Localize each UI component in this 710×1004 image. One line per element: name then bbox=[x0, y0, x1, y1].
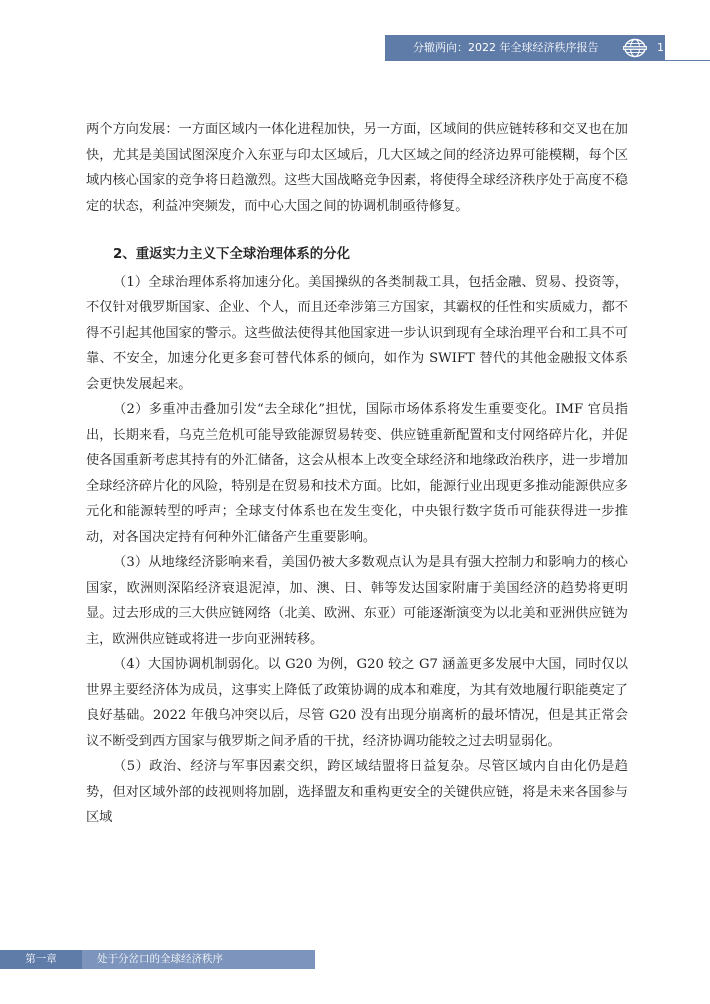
header-rule bbox=[385, 60, 710, 61]
paragraph-4: （4）大国协调机制弱化。以 G20 为例，G20 较之 G7 涵盖更多发展中大国，同时仅以世界主要经济体为成员，这事实上降低了政策协调的成本和难度，为其有效地履行职能奠定了良好基础。2022 年俄乌冲突以后，尽管 G20 没有出现分崩离析的最坏情况，但是其正常会议不断受到西方国家与俄罗斯之间矛盾的干扰，经济协调功能较之过去明显弱化。 bbox=[86, 657, 628, 749]
section-heading: 2、重返实力主义下全球治理体系的分化 bbox=[113, 247, 350, 262]
paragraph-1: （1）全球治理体系将加速分化。美国操纵的各类制裁工具，包括金融、贸易、投资等，不仅针对俄罗斯国家、企业、个人，而且还牵涉第三方国家，其霸权的任性和实质威力，都不得不引起其他国家的警示。这些做法使得其他国家进一步认识到现有全球治理平台和工具不可靠、不安全，加速分化更多套可替代体系的倾向，如作为 SWIFT 替代的其他金融报文体系会更快发展起来。 bbox=[86, 274, 628, 392]
footer-chapter-title: 处于分岔口的全球经济秩序 bbox=[97, 953, 223, 965]
page-body bbox=[86, 117, 628, 831]
globe-logo-icon bbox=[623, 38, 647, 58]
running-header-title: 分辙两向：2022 年全球经济秩序报告 bbox=[413, 41, 599, 54]
paragraph-5: （5）政治、经济与军事因素交织，跨区域结盟将日益复杂。尽管区域内自由化仍是趋势，但对区域外部的歧视则将加剧，选择盟友和重构更安全的关键供应链，将是未来各国参与区域 bbox=[86, 759, 628, 825]
page-number: 11 bbox=[657, 41, 671, 54]
paragraph-3: （3）从地缘经济影响来看，美国仍被大多数观点认为是具有强大控制力和影响力的核心国家，欧洲则深陷经济衰退泥淖，加、澳、日、韩等发达国家附庸于美国经济的趋势将更明显。过去形成的三大供应链网络（北美、欧洲、东亚）可能逐渐演变为以北美和亚洲供应链为主，欧洲供应链或将进一步向亚洲转移。 bbox=[86, 555, 628, 647]
footer-chapter-label: 第一章 bbox=[0, 950, 82, 969]
paragraph-2: （2）多重冲击叠加引发“去全球化”担忧，国际市场体系将发生重要变化。IMF 官员指出，长期来看，乌克兰危机可能导致能源贸易转变、供应链重新配置和支付网络碎片化，并促使各国重新考虑其持有的外汇储备，这会从根本上改变全球经济和地缘政治秩序，进一步增加全球经济碎片化的风险，特别是在贸易和技术方面。比如，能源行业出现更多推动能源供应多元化和能源转型的呼声；全球支付体系也在发生变化，中央银行数字货币可能获得进一步推动，对各国决定持有何种外汇储备产生重要影响。 bbox=[86, 402, 628, 545]
paragraph-continued: 两个方向发展：一方面区域内一体化进程加快，另一方面，区域间的供应链转移和交叉也在加快，尤其是美国试图深度介入东亚与印太区域后，几大区域之间的经济边界可能模糊，每个区域内核心国家的竞争将日趋激烈。这些大国战略竞争因素，将使得全球经济秩序处于高度不稳定的状态，利益冲突频发，而中心大国之间的协调机制亟待修复。 bbox=[86, 122, 628, 214]
